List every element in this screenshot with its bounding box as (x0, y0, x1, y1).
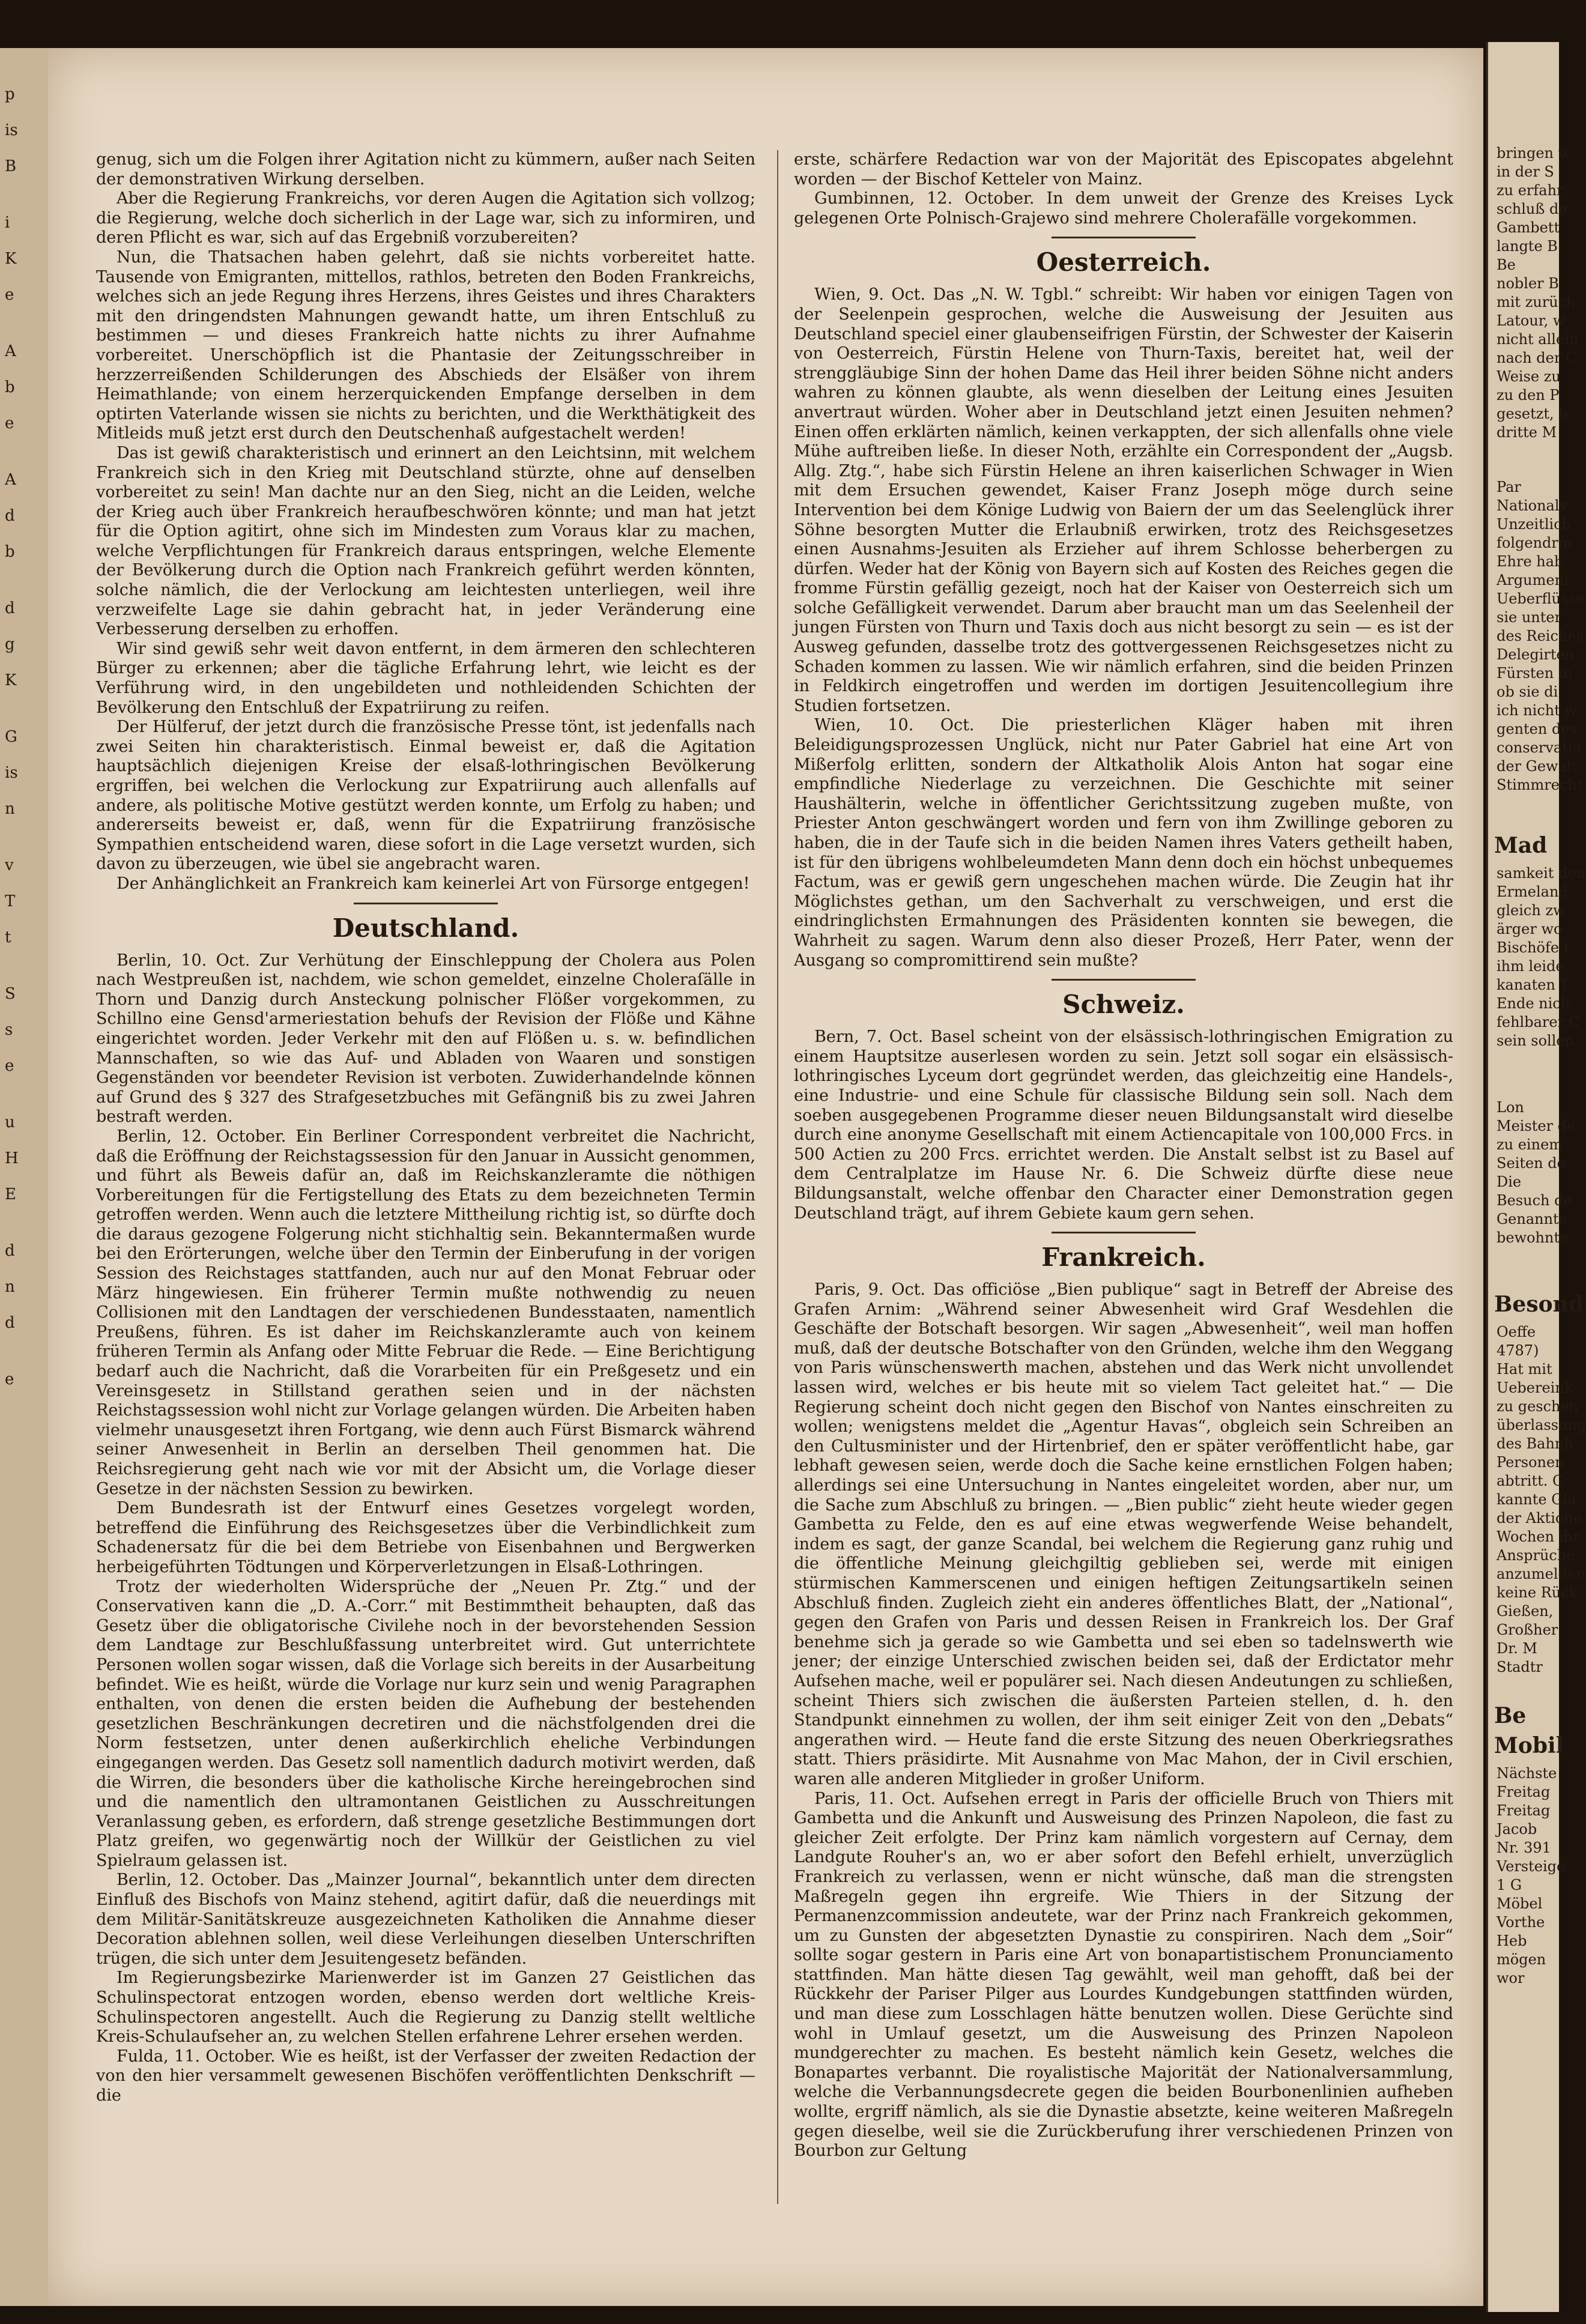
strip-text-line: Argument (1497, 572, 1570, 589)
strip-text-line: Ende nich (1497, 995, 1570, 1012)
strip-text-line: Ansprüche (1497, 1547, 1575, 1564)
edge-fragment: A (5, 342, 16, 360)
strip-text-line: bewohnte (1497, 1229, 1569, 1246)
edge-fragment: d (5, 1314, 15, 1332)
article-paragraph: Bern, 7. Oct. Basel scheint von der elsässisch-lothringischen Emigration zu einem Hauptsitze auserlesen worden zu sein. Jetzt soll sogar ein elsässisch-lothringisches Lyceum dort gegründet werden, das gleichzeitig eine Handels-, eine Industrie- und eine Schule für classische Bildung sein soll. Nach dem soeben ausgegebenen Programme dieser neuen Bildungsanstalt wird dieselbe durch eine anonyme Gesellschaft mit einem Actiencapitale von 100,000 Frcs. in 500 Actien zu 200 Frcs. errichtet werden. Die Anstalt selbst ist zu Basel auf dem Centralplatze im Hause Nr. 6. Die Schweiz dürfte diese neue Bildungsanstalt, welche offenbar den Character einer Demonstration gegen Deutschland trägt, auf ihrem Gebiete kaum gern sehen. (794, 1027, 1453, 1223)
strip-text-line: langte B (1497, 238, 1558, 255)
edge-fragment: T (5, 892, 16, 910)
article-paragraph: Gumbinnen, 12. October. In dem unweit der Grenze des Kreises Lyck gelegenen Orte Polnisch-Grajewo sind mehrere Cholerafälle vorgekommen. (794, 189, 1453, 228)
strip-text-line: fehlbarer C (1497, 1014, 1581, 1030)
strip-text-line: zu den P (1497, 387, 1560, 404)
strip-text-line: zu erfahr (1497, 182, 1564, 199)
article-paragraph: Wien, 9. Oct. Das „N. W. Tgbl.“ schreibt: Wir haben vor einigen Tagen von der Seelenpein gesprochen, welche die Ausweisung der Jesuiten aus Deutschland speciel einer glaubenseifrigen Fürstin, der Schwester der Kaiserin von Oesterreich, Fürstin Helene von Thurn-Taxis, bereitet hat, weil der strenggläubige Sinn der hohen Dame das Heil ihrer beiden Söhne nicht anders wahren zu können glaubte, als wenn dieselben der Leitung eines Jesuiten anvertraut würden. Woher aber in Deutschland jetzt einen Jesuiten nehmen? Einen offen erklärten nämlich, keinen verkappten, der sich allenfalls ohne viele Mühe auftreiben ließe. In dieser Noth, erzählte ein Correspondent der „Augsb. Allg. Ztg.“, habe sich Fürstin Helene an ihren kaiserlichen Schwager in Wien mit dem Ersuchen gewendet, Kaiser Franz Joseph möge durch seine Intervention bei dem Könige Ludwig von Baiern der um das Seelenglück ihrer Söhne besorgten Mutter die Erlaubniß erwirken, trotz des Reichsgesetzes einen Ausnahms-Jesuiten als Erzieher auf ihrem Schlosse beherbergen zu dürfen. Weder hat der König von Bayern sich auf Kosten des Reiches gegen die fromme Fürstin gefällig gezeigt, noch hat der Kaiser von Oesterreich sich um solche Gefälligkeit verwendet. Darum aber braucht man um das Seelenheil der jungen Fürsten von Thurn und Taxis doch aus nicht besorgt zu sein — es ist der Ausweg gefunden, dasselbe trotz des gottvergessenen Reichsgesetzes nicht zu Schaden kommen zu lassen. Wie wir nämlich erfahren, sind die beiden Prinzen in Feldkirch eingetroffen und werden im dortigen Jesuitencollegium ihre Studien fortsetzen. (794, 285, 1453, 715)
strip-text-line: Par (1497, 479, 1521, 495)
strip-text-line: Nr. 391 (1497, 1839, 1551, 1856)
strip-text-line: Meister de (1497, 1118, 1576, 1134)
strip-text-line: Großher (1497, 1621, 1558, 1638)
strip-text-line: Ehre hab (1497, 553, 1564, 570)
edge-fragment: K (5, 250, 17, 268)
strip-text-line: Delegirten (1497, 646, 1575, 663)
section-rule (1052, 979, 1196, 981)
strip-text-line: Gießen, (1497, 1603, 1554, 1620)
strip-text-line: Dr. M (1497, 1640, 1537, 1657)
strip-text-line: gleich zw (1497, 902, 1566, 919)
strip-text-line: 1 G (1497, 1877, 1522, 1893)
strip-heading: Mad (1494, 833, 1548, 858)
strip-text-line: mögen (1497, 1951, 1546, 1968)
strip-text-line: Latour, w (1497, 312, 1566, 329)
strip-text-line: Nächste (1497, 1765, 1557, 1782)
strip-text-line: überlassung (1497, 1417, 1586, 1433)
strip-text-line: Unzeitlich (1497, 516, 1572, 533)
article-paragraph: genug, sich um die Folgen ihrer Agitation nicht zu kümmern, außer nach Seiten der demonstrativen Wirkung derselben. (96, 150, 755, 189)
strip-text-line: der Gewalt (1497, 758, 1578, 775)
strip-text-line: Uebereink (1497, 1379, 1573, 1396)
article-paragraph: Fulda, 11. October. Wie es heißt, ist der Verfasser der zweiten Redaction der von den hier versammelt gewesenen Bischöfen veröffentlichten Denkschrift — die (96, 2047, 755, 2105)
edge-fragment: H (5, 1149, 19, 1167)
section-heading: Frankreich. (1041, 1242, 1206, 1272)
section-rule (354, 903, 498, 904)
strip-text-line: nicht allein (1497, 331, 1579, 348)
strip-text-line: Hat mit (1497, 1361, 1552, 1378)
strip-text-line: des Reiches (1497, 628, 1584, 644)
strip-text-line: kanaten T (1497, 976, 1570, 993)
edge-fragment: d (5, 507, 15, 525)
strip-text-line: Stimmrecht (1497, 776, 1583, 793)
strip-text-line: Heb (1497, 1932, 1527, 1949)
section-rule (1052, 237, 1196, 238)
article-paragraph: erste, schärfere Redaction war von der Majorität des Episcopates abgelehnt worden — der Bischof Ketteler von Mainz. (794, 150, 1453, 189)
article-paragraph: Berlin, 12. October. Das „Mainzer Journal“, bekanntlich unter dem directen Einfluß des Bischofs von Mainz stehend, agitirt dafür, daß die neuerdings mit dem Militär-Sanitätskreuze ausgezeichneten Katholiken die Annahme dieser Decoration ablehnen sollen, weil diese Verleihungen dieselben Unterschriften trügen, die sich unter dem Jesuitengesetz befänden. (96, 1871, 755, 1968)
strip-text-line: kannte Glä (1497, 1491, 1576, 1508)
strip-text-line: sein sollen. (1497, 1032, 1579, 1049)
strip-text-line: ärger wo (1497, 921, 1563, 937)
article-paragraph: Berlin, 10. Oct. Zur Verhütung der Einschleppung der Cholera aus Polen nach Westpreußen ist, nachdem, wie schon gemeldet, einzelne Choleraſälle in Thorn und Danzig durch Ansteckung polnischer Flößer vorgekommen, zu Schillno eine Gensd'armeriestation behufs der Revision der Flöße und Kähne eingerichtet worden. Jeder Verkehr mit den auf Flößen u. s. w. befindlichen Mannschaften, so wie das Auf- und Abladen von Waaren und sonstigen Gegenständen vor beendeter Revision ist verboten. Zuwiderhandelnde können auf Grund des § 327 des Strafgesetzbuches mit Gefängniß bis zu zwei Jahren bestraft werden. (96, 951, 755, 1127)
strip-text-line: Genannte (1497, 1211, 1567, 1227)
strip-text-line: Jacob (1497, 1821, 1537, 1838)
edge-fragment: G (5, 728, 17, 746)
strip-text-line: Oeffe (1497, 1324, 1536, 1340)
strip-heading: Besond (1494, 1292, 1584, 1317)
edge-fragment: i (5, 214, 10, 232)
strip-text-line: in der S (1497, 163, 1554, 180)
article-paragraph: Trotz der wiederholten Widersprüche der „Neuen Pr. Ztg.“ und der Conservativen kann die „D. A.-Corr.“ mit Bestimmtheit behaupten, daß das Gesetz über die obligatorische Civilehe noch in der bevorstehenden Session dem Landtage zur Beschlußfassung unterbreitet wird. Gut unterrichtete Personen wollen sogar wissen, daß die Vorlage sich bereits in der Ausarbeitung befindet. Wie es heißt, würde die Vorlage nur kurz sein und wenig Paragraphen enthalten, von denen die ersten beiden die Aufhebung der bestehenden gesetzlichen Beschränkungen decretiren und die nächstfolgenden drei die Norm festsetzen, unter denen außerkirchlich eheliche Verbindungen eingegangen werden. Das Gesetz soll namentlich dadurch motivirt werden, daß die Wirren, die besonders über die katholische Kirche hereingebrochen sind und die namentlich den ultramontanen Geistlichen zu Ausschreitungen Veranlassung geben, es erfordern, daß strenge gesetzliche Bestimmungen dort Platz greifen, wo gegenwärtig noch der Willkür der Geistlichen zu viel Spielraum gelassen ist. (96, 1577, 755, 1870)
strip-text-line: genten des (1497, 721, 1577, 737)
strip-text-line: Möbel (1497, 1895, 1543, 1912)
article-paragraph: Im Regierungsbezirke Marienwerder ist im Ganzen 27 Geistlichen das Schulinspectorat entzogen worden, ebenso werden dort weltliche Kreis-Schulinspectoren angestellt. Auch die Regierung zu Danzig stellt weltliche Kreis-Schulaufseher an, zu welchen Stellen erfahrene Lehrer ersehen werden. (96, 1968, 755, 2047)
strip-text-line: samkeit den (1497, 865, 1586, 882)
strip-text-line: conservatio (1497, 739, 1581, 756)
strip-text-line: keine Rück (1497, 1584, 1578, 1601)
section-heading: Schweiz. (1062, 990, 1185, 1020)
edge-fragment: B (5, 157, 17, 175)
edge-fragment: A (5, 471, 16, 489)
right-column (794, 150, 1453, 2161)
strip-text-line: schluß de (1497, 201, 1567, 217)
strip-text-line: ihm leide (1497, 958, 1564, 975)
edge-fragment: e (5, 286, 14, 304)
newspaper-page (48, 48, 1483, 2306)
strip-text-line: sie unter (1497, 609, 1562, 626)
strip-text-line: Ueberflüsse (1497, 590, 1584, 607)
strip-text-line: folgendrm (1497, 534, 1572, 551)
edge-fragment: is (5, 764, 18, 782)
strip-text-line: Vorthe (1497, 1914, 1545, 1931)
strip-text-line: ob sie di (1497, 683, 1558, 700)
section-heading: Deutschland. (332, 913, 519, 943)
edge-fragment: e (5, 1370, 14, 1388)
edge-fragment: E (5, 1185, 16, 1203)
article-paragraph: Der Anhänglichkeit an Frankreich kam keinerlei Art von Fürsorge entgegen! (117, 874, 750, 893)
strip-heading: Mobil (1494, 1733, 1564, 1758)
article-paragraph: Wir sind gewiß sehr weit davon entfernt, in dem ärmeren den schlechteren Bürger zu erkennen; aber die tägliche Erfahrung lehrt, wie leicht es der Verführung wird, in den ungebildeten und nothleidenden Schichten der Bevölkerung den Entschluß der Expatriirung zu reifen. (96, 639, 755, 717)
strip-text-line: nach der C (1497, 350, 1577, 366)
section-heading: Oesterreich. (1036, 247, 1211, 277)
article-paragraph: Paris, 11. Oct. Aufsehen erregt in Paris der officielle Bruch von Thiers mit Gambetta und die Ankunft und Ausweisung des Prinzen Napoleon, die fast zu gleicher Zeit erfolgte. Der Prinz kam nämlich vorgestern auf Cernay, dem Landgute Rouher's an, wo er aber sofort den Befehl erhielt, unverzüglich Frankreich zu verlassen, wenn er nicht wünsche, daß man die strengsten Maßregeln gegen ihn ergreife. Wie Thiers in der Sitzung der Permanenzcommission andeutete, war der Prinz nach Frankreich gekommen, um zu Gunsten der abgesetzten Dynastie zu conspiriren. Nach dem „Soir“ sollte sogar gestern in Paris eine Art von bonapartistischem Pronunciamento stattfinden. Man hätte diesen Tag gewählt, weil man gehofft, daß bei der Rückkehr der Pariser Pilger aus Lourdes Kundgebungen stattfinden würden, und man diese zum Losschlagen hätte benutzen wollen. Diese Gerüchte sind wohl in Umlauf gesetzt, um die Ausweisung des Prinzen Napoleon mundgerechter zu machen. Es besteht nämlich kein Gesetz, welches die Bonapartes verbannt. Die royalistische Majorität der Nationalversammlung, welche die Verbannungsdecrete gegen die beiden Bourbonenlinien aufheben wollte, ergriff nämlich, als sie die Dynastie absetzte, keine weiteren Maßregeln gegen dieselbe, weil sie die Zurückberufung ihrer verschiedenen Prinzen von Bourbon zur Geltung (794, 1789, 1453, 2161)
strip-text-line: Versteige (1497, 1858, 1566, 1875)
article-paragraph: Nun, die Thatsachen haben gelehrt, daß sie nichts vorbereitet hatte. Tausende von Emigranten, mittellos, rathlos, betreten den Boden Frankreichs, welches sich an jede Regung ihres Herzens, ihres Geistes und ihres Charakters mit den dringendsten Mahnungen gewandt hatte, um ihren Entschluß zu bestimmen — und dieses Frankreich hatte nichts zu ihrer Aufnahme vorbereitet. Unerschöpflich ist die Phantasie der Zeitungsschreiber in herzzerreißenden Schilderungen des Abschieds der Elsäßer von ihrem Heimathlande; von einem herzerquickenden Empfange derselben in dem optirten Vaterlande wissen sie nichts zu berichten, und die Werkthätigkeit des Mitleids muß jetzt erst durch den Deutschenhaß aufgestachelt werden! (96, 247, 755, 443)
strip-text-line: wor (1497, 1970, 1525, 1987)
article-paragraph: Berlin, 12. October. Ein Berliner Correspondent verbreitet die Nachricht, daß die Eröffnung der Reichstagssession für den Januar in Aussicht genommen, und führt als Beweis dafür an, daß im Reichskanzleramte die nöthigen Vorbereitungen für die Fertigstellung des Etats zu dem bezeichneten Termin getroffen werden. Wenn auch die letztere Mittheilung richtig ist, so dürfte doch die daraus gezogene Folgerung nicht stichhaltig sein. Bekanntermaßen wurde bei den Erörterungen, welche über den Termin der Einberufung in der vorigen Session des Reichstages stattfanden, auch nur auf den Monat Februar oder März hingewiesen. Ein früherer Termin mußte nothwendig zu neuen Collisionen mit den Landtagen der verschiedenen Bundesstaaten, namentlich Preußens, führen. Es ist daher im Reichskanzleramte auch von keinem früheren Termin als Anfang oder Mitte Februar die Rede. — Eine Berichtigung bedarf auch die Nachricht, daß die Vorarbeiten für ein Preßgesetz und ein Vereinsgesetz in Stillstand gerathen seien und in der nächsten Reichstagssession wohl nicht zur Vorlage gelangen würden. Die Arbeiten haben vielmehr unausgesetzt ihren Fortgang, wie denn auch Fürst Bismarck während seiner Anwesenheit in Berlin an derselben Theil genommen hat. Die Reichsregierung geht nach wie vor mit der Absicht um, die Vorlage dieser Gesetze in der nächsten Session zu bewirken. (96, 1127, 755, 1498)
article-paragraph: Wien, 10. Oct. Die priesterlichen Kläger haben mit ihren Beleidigungsprozessen Unglück, nicht nur Pater Gabriel hat eine Art von Mißerfolg erlitten, sondern der Altkatholik Alois Anton hat sogar eine empfindliche Niederlage zu verzeichnen. Die Geschichte mit seiner Haushälterin, welche in öffentlicher Gerichtssitzung zugeben mußte, von Priester Anton geschwängert worden und fern von ihm Zwillinge geboren zu haben, die in der Taufe sich in die beiden Namen ihres Vaters getheilt haben, ist für den übrigens wohlbeleumdeten Mann denn doch ein höchst unbequemes Factum, was er gewiß gern ungeschehen machen würde. Die Zeugin hat ihr Möglichstes gethan, um den Sachverhalt zu verschweigen, und erst die eindringlichsten Ermahnungen des Präsidenten konnten sie bewegen, die Wahrheit zu sagen. Warum denn also dieser Prozeß, Herr Pater, wenn der Ausgang so compromittirend sein mußte? (794, 716, 1453, 970)
strip-text-line: Freitag (1497, 1802, 1551, 1819)
article-paragraph: Der Hülferuf, der jetzt durch die französische Presse tönt, ist jedenfalls nach zwei Seiten hin charakteristisch. Einmal beweist er, daß die Agitation hauptsächlich diejenigen Kreise der elsaß-lothringischen Bevölkerung ergriffen, bei welchen die Verlockung zur Expatriirung auch allenfalls auf andere, als politische Motive gestützt werden konnte, um Erfolg zu haben; und andererseits beweist er, daß, wenn für die Expatriirung französische Sympathien entscheidend waren, diese sofort in die Lage versetzt wurden, sich davon zu überzeugen, wie übel sie angebracht waren. (96, 718, 755, 874)
edge-fragment: b (5, 378, 15, 396)
edge-fragment: u (5, 1113, 15, 1131)
strip-text-line: bringen w (1497, 145, 1571, 162)
column-divider (777, 150, 778, 2204)
strip-text-line: zu einem (1497, 1136, 1563, 1153)
strip-text-line: dritte M (1497, 424, 1557, 441)
article-paragraph: Dem Bundesrath ist der Entwurf eines Gesetzes vorgelegt worden, betreffend die Einführung des Reichsgesetzes über die Verbindlichkeit zum Schadenersatz für die bei dem Betriebe von Eisenbahnen und Bergwerken herbeigeführten Tödtungen und Körperverletzungen in Elsaß-Lothringen. (96, 1499, 755, 1576)
edge-fragment: d (5, 599, 15, 617)
strip-text-line: Stadtr (1497, 1659, 1543, 1675)
strip-text-line: Nationalv (1497, 497, 1568, 514)
edge-fragment: d (5, 1242, 15, 1260)
strip-text-line: Ermeland (1497, 883, 1568, 900)
left-column (96, 150, 755, 2106)
article-paragraph: Aber die Regierung Frankreichs, vor deren Augen die Agitation sich vollzog; die Regierung, welche doch sicherlich in der Lage war, sich zu informiren, und deren Pflicht es war, sich auf das Ergebniß vorzubereiten? (96, 189, 755, 247)
edge-fragment: K (5, 671, 17, 689)
strip-text-line: Besuch de (1497, 1192, 1572, 1209)
strip-text-line: der Aktione (1497, 1510, 1582, 1527)
strip-text-line: Freitag (1497, 1784, 1551, 1800)
strip-text-line: mit zurück (1497, 294, 1575, 310)
article-paragraph: Paris, 9. Oct. Das officiöse „Bien publique“ sagt in Betreff der Abreise des Grafen Arnim: „Während seiner Abwesenheit wird Graf Wesdehlen die Geschäfte der Botschaft besorgen. Wir sagen „Abwesenheit“, weil man hoffen muß, daß der deutsche Botschafter von den Gründen, welche ihm den Weggang von Paris wünschenswerth machen, abstehen und das Werk nicht unvollendet lassen wird, welches er bis heute mit so vielem Tact geleitet hat.“ — Die Regierung scheint doch nicht gegen den Bischof von Nantes einschreiten zu wollen; wenigstens meldet die „Agentur Havas“, obgleich sein Schreiben an den Cultusminister und der Hirtenbrief, den er später veröffentlicht habe, gar lebhaft gewesen seien, werde doch die Sache keine ernstlichen Folgen haben; allerdings sei eine Untersuchung in Nantes eingeleitet worden, aber nur, um die Sache zum Abschluß zu bringen. — „Bien public“ zieht heute wieder gegen Gambetta zu Felde, den es auf eine etwas wegwerfende Weise behandelt, indem es sagt, der ganze Scandal, bei welchem die Regierung ganz ruhig und die öffentliche Meinung gleichgiltig geblieben sei, werde mit einigen stürmischen Kammerscenen und einigen heftigen Zeitungsartikeln seinen Abschluß finden. Zugleich zieht ein anderes öffentliches Blatt, der „National“, gegen den Grafen von Paris und dessen Reisen in Frankreich los. Der Graf benehme sich ja gerade so wie Gambetta und sei eben so tadelnswerth wie jener; der einzige Unterschied zwischen beiden sei, daß der Erdictator mehr Aufsehen mache, weil er populärer sei. Nach diesen Andeutungen zu schließen, scheint Thiers sich zwischen die äußersten Parteien stellen, d. h. den Standpunkt einnehmen zu wollen, der ihm seit einiger Zeit von den „Debats“ angerathen wird. — Heute fand die erste Sitzung des neuen Oberkriegsrathes statt. Thiers präsidirte. Mit Ausnahme von Mac Mahon, der in Civil erschien, waren alle anderen Mitglieder in großer Uniform. (794, 1280, 1453, 1788)
strip-text-line: gesetzt, b (1497, 405, 1568, 422)
strip-text-line: Weise zu (1497, 368, 1561, 385)
strip-text-line: anzumelden (1497, 1566, 1585, 1582)
strip-text-line: Be (1497, 256, 1516, 273)
edge-fragment: S (5, 985, 16, 1003)
edge-fragment: s (5, 1021, 13, 1039)
edge-fragment: g (5, 635, 15, 653)
edge-fragment: p (5, 85, 15, 103)
edge-fragment: e (5, 414, 14, 432)
left-page-edge (0, 48, 48, 2306)
strip-text-line: Lon (1497, 1099, 1524, 1116)
article-paragraph: Das ist gewiß charakteristisch und erinnert an den Leichtsinn, mit welchem Frankreich sich in den Krieg mit Deutschland stürzte, ohne auf denselben vorbereitet zu sein! Man dachte nur an den Sieg, nicht an die Leiden, welche der Krieg auch über Frankreich heraufbeschwören könnte; und man hat jetzt für die Option agitirt, ohne sich im Mindesten zum Voraus klar zu machen, welche Verpflichtungen für Frankreich daraus entspringen, welche Elemente der Bevölkerung durch die Option nach Frankreich geführt werden könnten, solche nämlich, die der Verlockung am leichtesten unterliegen, weil ihre verzweifelte Lage sie dahin gebracht hat, in jeder Veränderung eine Verbesserung derselben zu erhoffen. (96, 443, 755, 639)
strip-text-line: Die (1497, 1173, 1522, 1190)
strip-text-line: 4787) (1497, 1342, 1539, 1359)
strip-text-line: abtritt. G (1497, 1472, 1564, 1489)
edge-fragment: e (5, 1057, 14, 1075)
edge-fragment: t (5, 928, 11, 946)
strip-text-line: Seiten de (1497, 1155, 1566, 1172)
strip-text-line: Gambett (1497, 219, 1560, 236)
strip-text-line: Fürsten in (1497, 665, 1572, 682)
strip-heading: Be (1494, 1703, 1527, 1728)
section-rule (1052, 1232, 1196, 1233)
strip-text-line: Wochen ihr (1497, 1528, 1580, 1545)
edge-fragment: is (5, 121, 18, 139)
edge-fragment: v (5, 856, 14, 874)
edge-fragment: b (5, 543, 15, 561)
strip-text-line: Bischöfe t (1497, 939, 1570, 956)
strip-text-line: Personen (1497, 1454, 1564, 1471)
strip-text-line: ich nicht w (1497, 702, 1578, 719)
edge-fragment: n (5, 800, 15, 818)
edge-fragment: n (5, 1278, 15, 1296)
adjacent-page-strip (1486, 42, 1586, 2312)
strip-text-line: des Bahnh (1497, 1435, 1573, 1452)
strip-text-line: zu geschen (1497, 1398, 1579, 1415)
strip-text-line: nobler B (1497, 275, 1559, 292)
